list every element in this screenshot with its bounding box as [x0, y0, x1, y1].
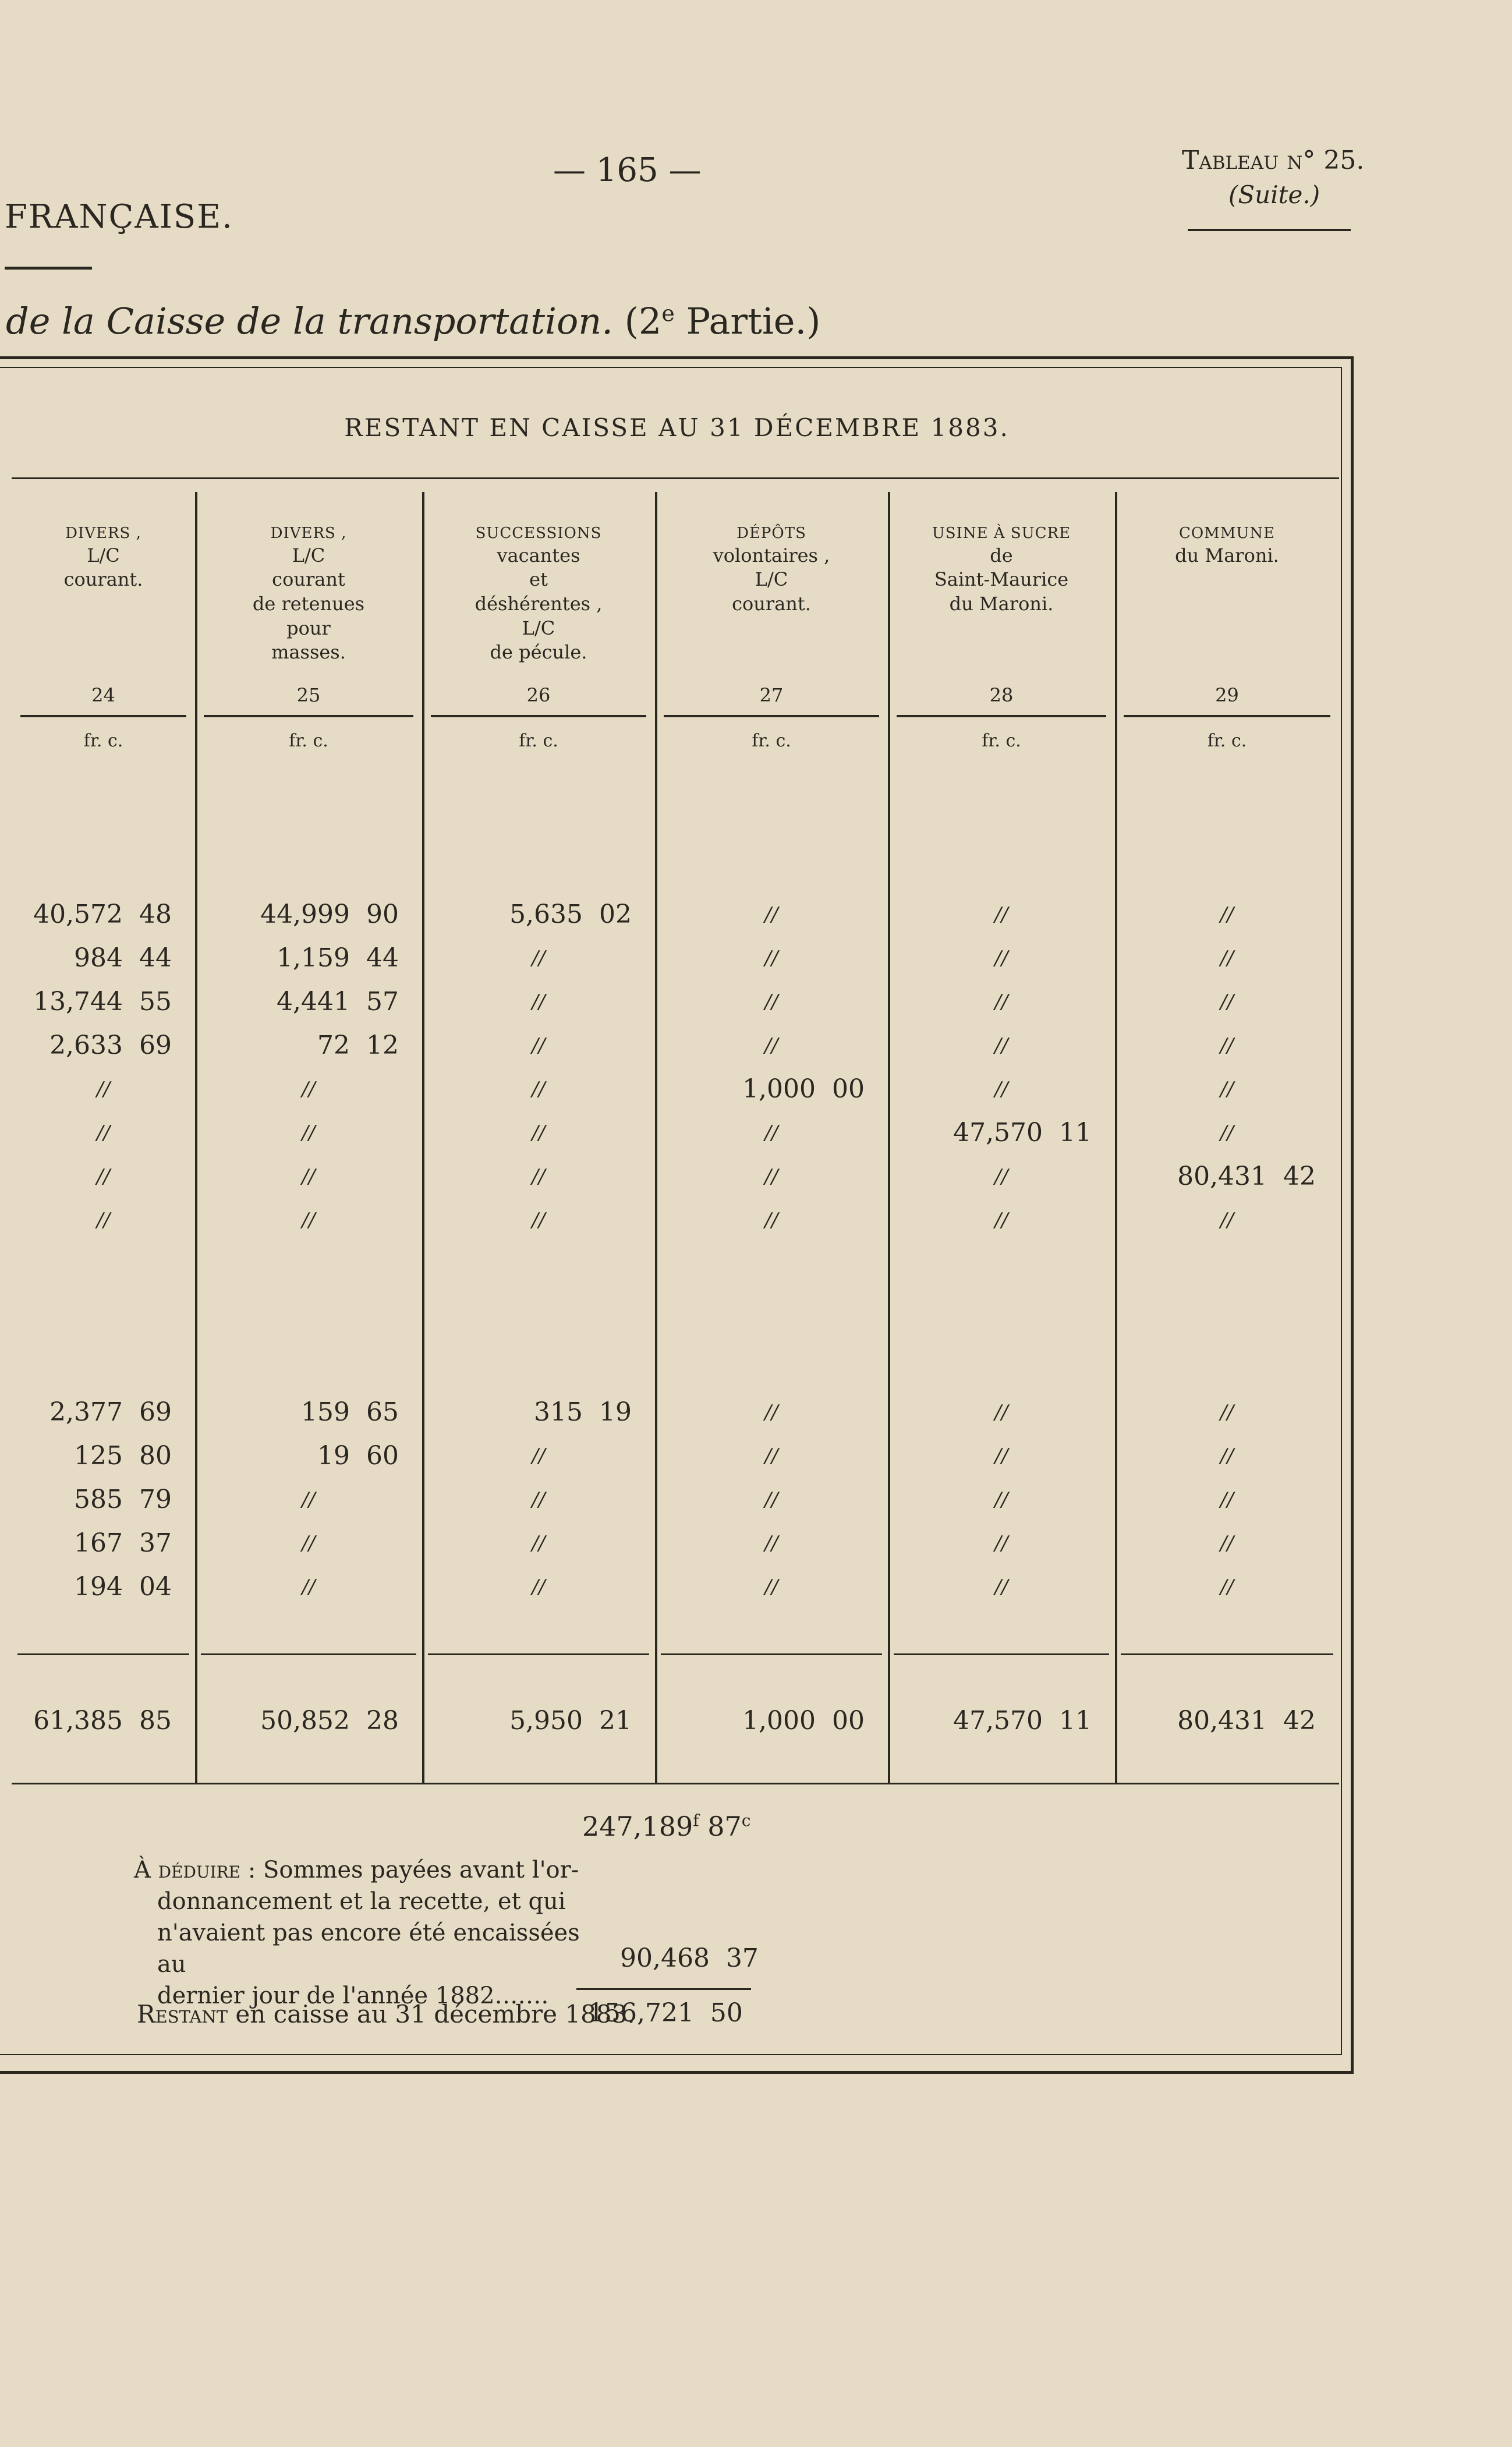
column-header-line: du Maroni. — [1175, 544, 1279, 566]
deduct-line-4: dernier jour de l'année 1882……. — [157, 1982, 549, 2009]
column-header-line: courant. — [732, 592, 811, 615]
table-cell-empty: // — [994, 1401, 1008, 1424]
table-cell-empty: // — [532, 1078, 546, 1101]
column-header-line: de — [990, 544, 1013, 566]
table-cell-empty: // — [764, 1165, 778, 1188]
tableau-rule — [1188, 229, 1351, 231]
deduct-line-1: : Sommes payées avant l'or- — [240, 1857, 579, 1883]
table-cell-empty: // — [994, 1078, 1008, 1101]
column-number: 25 — [296, 684, 321, 706]
table-cell: 167 37 — [74, 1528, 172, 1558]
column-number-rule — [204, 715, 413, 717]
grand-total-francs: 247,189 — [582, 1811, 693, 1842]
table-cell-empty: // — [1220, 1488, 1234, 1511]
table-cell-empty: // — [1220, 947, 1234, 970]
column-header — [1115, 524, 1339, 568]
table-cell-empty: // — [764, 1488, 778, 1511]
deduct-line-3: n'avaient pas encore été encaissées au — [157, 1920, 580, 1978]
table-cell: 125 80 — [74, 1441, 172, 1471]
column-header-line: volontaires , — [713, 544, 830, 566]
table-cell-empty: // — [994, 1165, 1008, 1188]
column-header-line: COMMUNE — [1178, 525, 1276, 542]
table-cell-empty: // — [1220, 1532, 1234, 1555]
page-number: — 165 — — [553, 151, 702, 189]
table-cell: 13,744 55 — [33, 987, 172, 1017]
deduct-value: 90,468 37 — [620, 1943, 759, 1973]
table-cell-empty: // — [302, 1532, 316, 1555]
table-cell-empty: // — [1220, 990, 1234, 1014]
table-cell: 44,999 90 — [260, 900, 399, 929]
table-cell-empty: // — [764, 1209, 778, 1232]
column-number: 28 — [989, 684, 1014, 706]
total-rule — [428, 1653, 649, 1655]
column-number-rule — [664, 715, 879, 717]
total-cell: 47,570 11 — [953, 1706, 1092, 1736]
column-unit: fr. c. — [519, 731, 558, 751]
column-header-line: et — [529, 568, 548, 591]
total-rule — [1121, 1653, 1333, 1655]
column-unit: fr. c. — [982, 731, 1021, 751]
table-cell-empty: // — [994, 1532, 1008, 1555]
table-cell-empty: // — [994, 990, 1008, 1014]
column-header — [195, 524, 422, 665]
column-unit: fr. c. — [752, 731, 791, 751]
grand-total-sup-c: c — [741, 1811, 751, 1830]
grand-total-cents: 87 — [699, 1811, 742, 1842]
column-number-rule — [897, 715, 1106, 717]
table-cell-empty: // — [764, 1575, 778, 1599]
column-header-line: vacantes — [497, 544, 580, 566]
total-rule — [661, 1653, 882, 1655]
column-header-line: DÉPÔTS — [736, 525, 806, 542]
table-cell-empty: // — [994, 1444, 1008, 1468]
remaining-value: 156,721 50 — [588, 1998, 743, 2028]
table-cell-empty: // — [764, 1121, 778, 1145]
table-cell-empty: // — [532, 1209, 546, 1232]
column-header-line: Saint-Maurice — [934, 568, 1069, 591]
table-cell-empty: // — [1220, 1121, 1234, 1145]
running-title-rule — [5, 267, 92, 270]
column-header-line: DIVERS , — [65, 525, 141, 542]
table-cell-empty: // — [532, 1575, 546, 1599]
table-cell-empty: // — [1220, 1078, 1234, 1101]
subtitle-end: Partie.) — [674, 300, 821, 342]
total-rule — [201, 1653, 416, 1655]
column-number: 24 — [91, 684, 115, 706]
column-header-line: de pécule. — [490, 641, 587, 664]
table-cell-empty: // — [302, 1121, 316, 1145]
column-header-line: L/C — [292, 544, 325, 566]
table-cell: 585 79 — [74, 1485, 172, 1514]
table-cell-empty: // — [994, 1575, 1008, 1599]
column-header-line: courant — [272, 568, 345, 591]
column-header-line: SUCCESSIONS — [475, 525, 602, 542]
column-header-line: L/C — [755, 568, 788, 591]
table-cell-empty: // — [764, 903, 778, 926]
deduct-line-2: donnancement et la recette, et qui — [157, 1888, 566, 1915]
table-cell-empty: // — [532, 1488, 546, 1511]
table-cell-empty: // — [994, 947, 1008, 970]
table-cell-empty: // — [302, 1165, 316, 1188]
table-cell-empty: // — [97, 1121, 110, 1145]
suite-label: (Suite.) — [1228, 180, 1320, 209]
header-top-rule — [12, 477, 1339, 479]
table-cell-empty: // — [532, 1034, 546, 1057]
column-header — [655, 524, 888, 617]
table-cell-empty: // — [1220, 1444, 1234, 1468]
table-cell-empty: // — [532, 1121, 546, 1145]
total-cell: 1,000 00 — [742, 1706, 865, 1736]
column-header — [12, 524, 195, 592]
table-cell-empty: // — [532, 1444, 546, 1468]
table-cell-empty: // — [532, 947, 546, 970]
table-cell-empty: // — [764, 990, 778, 1014]
page-subtitle — [6, 300, 820, 342]
table-cell-empty: // — [532, 1532, 546, 1555]
table-cell-empty: // — [994, 1488, 1008, 1511]
column-header-line: de retenues — [252, 592, 365, 615]
table-cell-empty: // — [302, 1209, 316, 1232]
table-cell-empty: // — [764, 1034, 778, 1057]
table-cell: 1,159 44 — [277, 943, 399, 973]
column-unit: fr. c. — [289, 731, 328, 751]
table-cell: 194 04 — [74, 1572, 172, 1602]
grand-total — [582, 1811, 750, 1842]
table-cell-empty: // — [532, 990, 546, 1014]
deduct-label-sc: À déduire — [134, 1857, 241, 1883]
subtitle-italic: de la Caisse de la transportation. — [6, 300, 613, 342]
column-header-line: DIVERS , — [270, 525, 347, 542]
table-cell: 4,441 57 — [277, 987, 399, 1017]
table-cell-empty: // — [302, 1575, 316, 1599]
column-header-line: USINE À SUCRE — [932, 525, 1071, 542]
column-header-line: masses. — [271, 641, 346, 664]
total-cell: 80,431 42 — [1177, 1706, 1316, 1736]
table-cell-empty: // — [1220, 903, 1234, 926]
section-title: RESTANT EN CAISSE AU 31 DÉCEMBRE 1883. — [344, 413, 1010, 442]
table-cell: 19 60 — [317, 1441, 399, 1471]
table-cell-empty: // — [532, 1165, 546, 1188]
subtitle-rest: (2 — [624, 300, 662, 342]
table-cell-empty: // — [302, 1488, 316, 1511]
total-rule — [894, 1653, 1109, 1655]
table-cell-empty: // — [1220, 1209, 1234, 1232]
column-unit: fr. c. — [83, 731, 123, 751]
table-cell: 40,572 48 — [33, 900, 172, 929]
tableau-label: Tableau n° 25. — [1182, 146, 1365, 175]
table-cell: 315 19 — [534, 1397, 632, 1427]
table-cell: 80,431 42 — [1177, 1161, 1316, 1191]
table-cell: 1,000 00 — [742, 1074, 865, 1104]
table-cell-empty: // — [97, 1209, 110, 1232]
column-header — [888, 524, 1115, 617]
subtitle-sup: e — [661, 300, 675, 327]
column-header-line: déshérentes , — [475, 592, 603, 615]
column-header-line: du Maroni. — [949, 592, 1054, 615]
total-cell: 61,385 85 — [33, 1706, 172, 1736]
deduct-rule — [576, 1988, 751, 1990]
column-number-rule — [1124, 715, 1330, 717]
deduct-label — [134, 1854, 611, 2012]
column-number: 26 — [526, 684, 551, 706]
column-number-rule — [431, 715, 646, 717]
table-cell: 5,635 02 — [509, 900, 632, 929]
total-rule — [17, 1653, 189, 1655]
table-cell-empty: // — [764, 1532, 778, 1555]
table-cell: 159 65 — [301, 1397, 399, 1427]
column-header-line: courant. — [63, 568, 143, 591]
table-cell-empty: // — [1220, 1034, 1234, 1057]
column-header — [422, 524, 655, 665]
column-number: 27 — [759, 684, 784, 706]
table-cell-empty: // — [302, 1078, 316, 1101]
table-cell: 2,377 69 — [49, 1397, 172, 1427]
totals-bottom-rule — [12, 1783, 1339, 1784]
running-title: FRANÇAISE. — [5, 198, 233, 236]
grand-total-sup-f: f — [693, 1811, 699, 1830]
table-cell-empty: // — [994, 1209, 1008, 1232]
table-cell-empty: // — [764, 1444, 778, 1468]
remaining-label-rest: en caisse au 31 décembre 1883. — [228, 2000, 635, 2028]
table-cell: 2,633 69 — [49, 1030, 172, 1060]
column-number: 29 — [1215, 684, 1239, 706]
total-cell: 50,852 28 — [260, 1706, 399, 1736]
table-cell: 47,570 11 — [953, 1118, 1092, 1148]
remaining-label-sc: Restant — [137, 2000, 228, 2028]
column-header-line: L/C — [522, 617, 555, 639]
table-cell-empty: // — [1220, 1575, 1234, 1599]
table-cell-empty: // — [97, 1078, 110, 1101]
column-number-rule — [20, 715, 186, 717]
column-header-line: pour — [286, 617, 331, 639]
table-cell-empty: // — [1220, 1401, 1234, 1424]
table-cell-empty: // — [994, 1034, 1008, 1057]
table-cell-empty: // — [994, 903, 1008, 926]
table-cell-empty: // — [764, 1401, 778, 1424]
total-cell: 5,950 21 — [509, 1706, 632, 1736]
table-cell: 72 12 — [317, 1030, 399, 1060]
column-header-line: L/C — [87, 544, 120, 566]
table-cell-empty: // — [764, 947, 778, 970]
table-cell-empty: // — [97, 1165, 110, 1188]
column-unit: fr. c. — [1207, 731, 1247, 751]
table-cell: 984 44 — [74, 943, 172, 973]
remaining-label — [137, 2000, 635, 2028]
